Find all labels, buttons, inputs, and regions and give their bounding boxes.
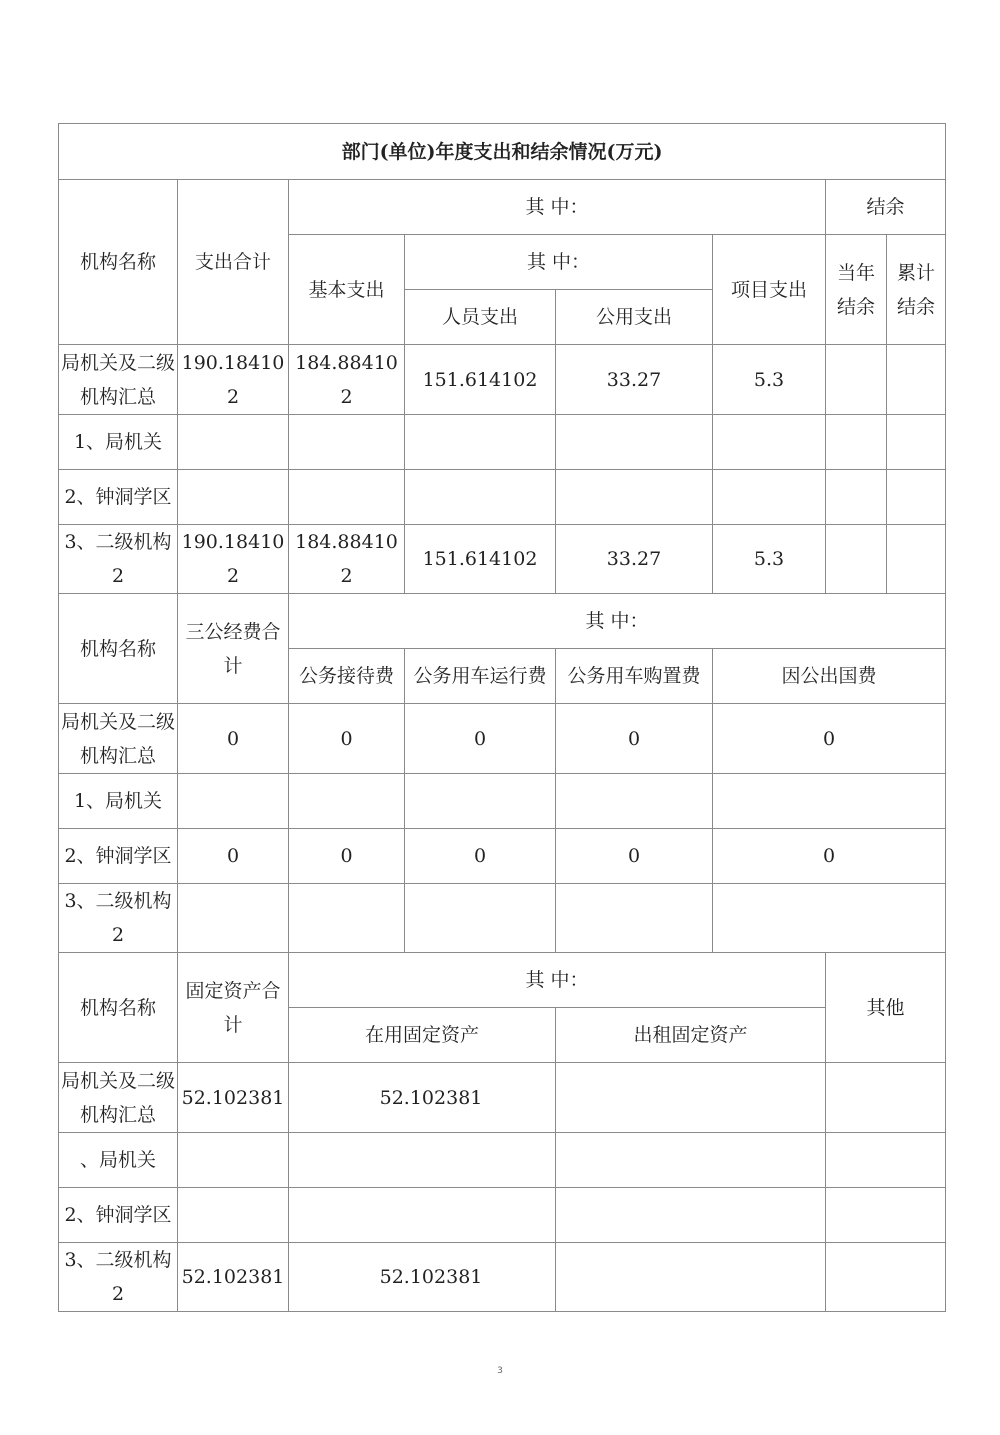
cell-asset-in-use: 52.102381 (289, 1063, 556, 1133)
table-row (59, 525, 946, 594)
row-name: 3、二级机构2 (59, 884, 178, 953)
header-total-expenditure: 支出合计 (178, 180, 289, 345)
row-name: 3、二级机构2 (59, 1243, 178, 1312)
row-name: 2、钟洞学区 (59, 1188, 178, 1243)
table-title: 部门(单位)年度支出和结余情况(万元) (59, 124, 946, 180)
cell-project: 5.3 (713, 345, 826, 415)
header-org-name: 机构名称 (59, 594, 178, 704)
row-name: 局机关及二级机构汇总 (59, 704, 178, 774)
cell-basic: 184.884102 (289, 525, 405, 594)
header-reception: 公务接待费 (289, 649, 405, 704)
table-row (59, 1133, 946, 1188)
header-car-purchase: 公务用车购置费 (556, 649, 713, 704)
cell-reception: 0 (289, 704, 405, 774)
header-of-which-sub: 其 中： (405, 235, 713, 290)
page-number: 3 (497, 1366, 503, 1376)
cell-other (826, 1063, 946, 1133)
header-year-surplus: 当年结余 (826, 235, 887, 345)
table-row (59, 704, 946, 774)
header-of-which: 其 中： (289, 594, 946, 649)
header-asset-rented: 出租固定资产 (556, 1008, 826, 1063)
header-public-expenditure: 公用支出 (556, 290, 713, 345)
cell-asset-total: 52.102381 (178, 1243, 289, 1312)
row-name: 局机关及二级机构汇总 (59, 345, 178, 415)
row-name: 1、局机关 (59, 774, 178, 829)
table-row (59, 829, 946, 884)
header-of-which: 其 中： (289, 180, 826, 235)
table-row (59, 1243, 946, 1312)
header-asset-total: 固定资产合计 (178, 953, 289, 1063)
header-abroad: 因公出国费 (713, 649, 946, 704)
header-org-name: 机构名称 (59, 953, 178, 1063)
table-row (59, 1188, 946, 1243)
header-cumulative-surplus: 累计结余 (887, 235, 946, 345)
table-row (59, 470, 946, 525)
table-row (59, 345, 946, 415)
table-row (59, 1063, 946, 1133)
row-name: 2、钟洞学区 (59, 829, 178, 884)
row-name: 2、钟洞学区 (59, 470, 178, 525)
cell-public: 33.27 (556, 525, 713, 594)
header-basic-expenditure: 基本支出 (289, 235, 405, 345)
cell-three-total: 0 (178, 704, 289, 774)
cell-personnel: 151.614102 (405, 345, 556, 415)
cell-total: 190.184102 (178, 345, 289, 415)
row-name: 1、局机关 (59, 415, 178, 470)
cell-cumulative-surplus (887, 345, 946, 415)
header-project-expenditure: 项目支出 (713, 235, 826, 345)
cell-project: 5.3 (713, 525, 826, 594)
row-name: 局机关及二级机构汇总 (59, 1063, 178, 1133)
header-org-name: 机构名称 (59, 180, 178, 345)
cell-car-running: 0 (405, 829, 556, 884)
cell-year-surplus (826, 345, 887, 415)
cell-car-running: 0 (405, 704, 556, 774)
header-surplus: 结余 (826, 180, 946, 235)
expense-surplus-table (58, 123, 946, 1312)
cell-asset-rented (556, 1063, 826, 1133)
cell-asset-in-use: 52.102381 (289, 1243, 556, 1312)
cell-abroad: 0 (713, 704, 946, 774)
cell-car-purchase: 0 (556, 704, 713, 774)
cell-asset-total: 52.102381 (178, 1063, 289, 1133)
header-three-public-total: 三公经费合计 (178, 594, 289, 704)
cell-reception: 0 (289, 829, 405, 884)
header-personnel-expenditure: 人员支出 (405, 290, 556, 345)
cell-public: 33.27 (556, 345, 713, 415)
table-row (59, 415, 946, 470)
table-row (59, 884, 946, 953)
header-asset-in-use: 在用固定资产 (289, 1008, 556, 1063)
cell-total: 190.184102 (178, 525, 289, 594)
header-other: 其他 (826, 953, 946, 1063)
row-name: 3、二级机构2 (59, 525, 178, 594)
row-name: 、局机关 (59, 1133, 178, 1188)
table-row (59, 774, 946, 829)
header-car-running: 公务用车运行费 (405, 649, 556, 704)
cell-personnel: 151.614102 (405, 525, 556, 594)
header-of-which: 其 中： (289, 953, 826, 1008)
cell-car-purchase: 0 (556, 829, 713, 884)
cell-three-total: 0 (178, 829, 289, 884)
cell-basic: 184.884102 (289, 345, 405, 415)
cell-abroad: 0 (713, 829, 946, 884)
